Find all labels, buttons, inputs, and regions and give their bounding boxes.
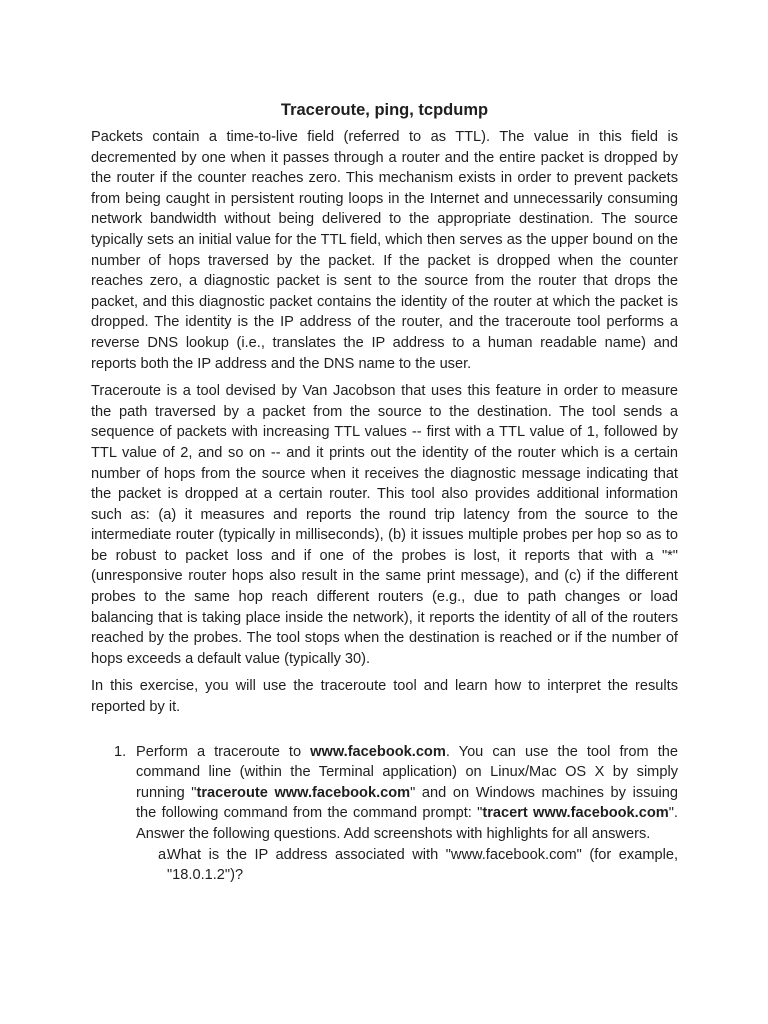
- paragraph-traceroute: Traceroute is a tool devised by Van Jacobson that uses this feature in order to measure the path traversed by a packet from the source to the destination. The tool sends a sequence of packets with increasing TTL values -- first with a TTL value of 1, followed by TTL value of 2, and so on -- and it prints out the identity of the router which is a certain number of hops from the source when it receives the diagnostic message indicating that the packet is dropped at a certain router. This tool also provides additional information such as: (a) it measures and reports the round trip latency from the source to the intermediate router (typically in milliseconds), (b) it issues multiple probes per hop so as to be robust to packet loss and if one of the probes is lost, it reports that with a "*" (unresponsive router hops also result in the same print message), and (c) if the different probes to the same hop reach different routers (e.g., due to path changes or load balancing that is taking place inside the network), it reports the identity of all of the routers reached by the probes. The tool stops when the destination is reached or if the number of hops exceeds a default value (typically 30).: [91, 383, 678, 667]
- sub-item-text: What is the IP address associated with "www.facebook.com" (for example, "18.0.1.2")?: [167, 846, 678, 884]
- sub-item-letter: a.: [158, 846, 171, 863]
- exercise-list: [91, 742, 678, 886]
- item-text: " and on Windows machines by issuing the following command from the command prompt: ": [136, 784, 679, 822]
- item-text: Perform a traceroute to: [136, 743, 311, 760]
- paragraph-exercise: In this exercise, you will use the traceroute tool and learn how to interpret the results reported by it.: [91, 678, 678, 716]
- sub-list-item: [136, 845, 678, 886]
- item-bold-command: traceroute www.facebook.com: [196, 784, 411, 801]
- item-bold-command: tracert www.facebook.com: [482, 805, 669, 822]
- paragraph-ttl: Packets contain a time-to-live field (referred to as TTL). The value in this field is decremented by one when it passes through a router and the entire packet is dropped by the router if the counter reaches zero. This mechanism exists in order to prevent packets from being caught in persistent routing loops in the Internet and unnecessarily consuming network bandwidth without being delivered to the appropriate destination. The source typically sets an initial value for the TTL field, which then serves as the upper bound on the number of hops traversed by the packet. If the packet is dropped when the counter reaches zero, a diagnostic packet is sent to the source from the router that drops the packet, and this diagnostic packet contains the identity of the router at which the packet is dropped. The identity is the IP address of the router, and the traceroute tool performs a reverse DNS lookup (i.e., translates the IP address to a human readable name) and reports both the IP address and the DNS name to the user.: [91, 129, 678, 372]
- item-text: . You can use the tool from the command line (within the Terminal application) on Linux/Mac OS X by simply running ": [136, 743, 678, 801]
- item-text: ". Answer the following questions. Add screenshots with highlights for all answers.: [136, 805, 678, 842]
- list-item: [91, 742, 678, 886]
- document-title: Traceroute, ping, tcpdump: [280, 101, 489, 119]
- list-item-number: 1.: [114, 743, 127, 760]
- item-bold-text: www.facebook.com: [310, 743, 446, 760]
- document-page: [91, 99, 678, 886]
- sub-list: [136, 845, 678, 886]
